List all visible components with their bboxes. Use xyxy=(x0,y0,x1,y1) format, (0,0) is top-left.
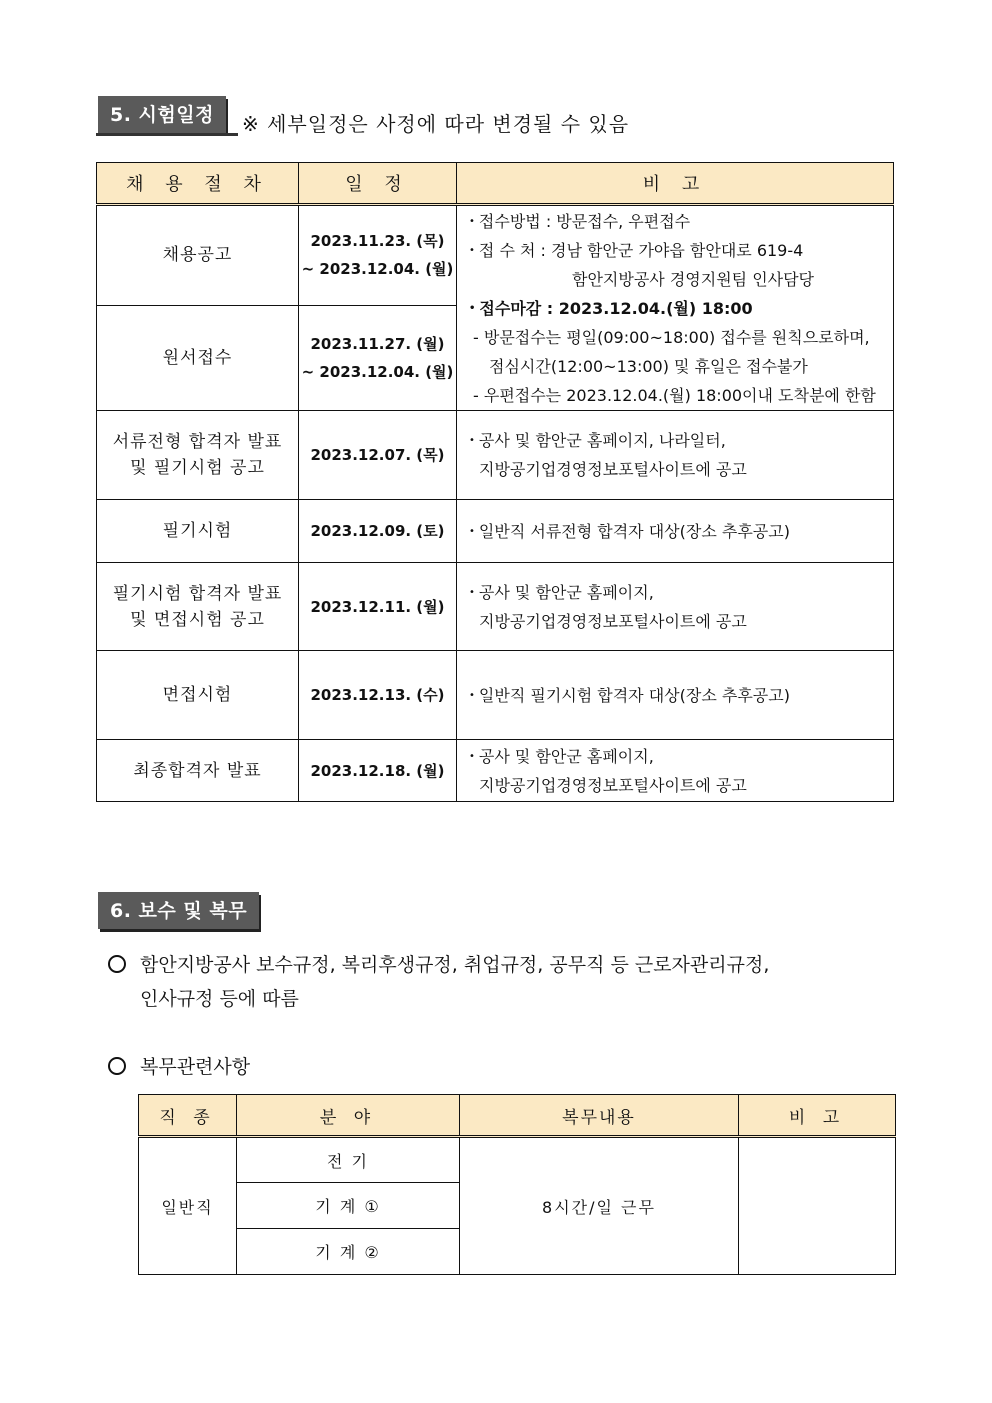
bullet-item-regulations xyxy=(108,948,898,1016)
note-line: 지방공기업경영정보포털사이트에 공고 xyxy=(479,775,747,795)
proc-application: 원서접수 xyxy=(97,305,299,410)
field-electric: 전 기 xyxy=(237,1137,460,1183)
schedule-table xyxy=(96,162,894,802)
job-type-general: 일반직 xyxy=(139,1137,237,1275)
proc-line: 필기시험 합격자 발표 xyxy=(112,583,283,604)
section-6-badge: 6. 보수 및 복무 xyxy=(98,892,259,929)
date-doc-result: 2023.12.07. (목) xyxy=(299,411,457,500)
duty-table xyxy=(138,1094,896,1275)
field-mechanical-2: 기 계 ② xyxy=(237,1229,460,1275)
proc-line: 및 면접시험 공고 xyxy=(130,609,265,630)
header-field: 분 야 xyxy=(237,1095,460,1137)
text-line: 인사규정 등에 따름 xyxy=(140,988,299,1010)
note-line: • 접수방법 : 방문접수, 우편접수 xyxy=(469,212,691,231)
header-duty: 복무내용 xyxy=(460,1095,739,1137)
header-remarks: 비 고 xyxy=(457,163,894,205)
proc-final: 최종합격자 발표 xyxy=(97,740,299,802)
date-announce xyxy=(299,205,457,306)
note-final xyxy=(457,740,894,802)
note-line: 지방공기업경영정보포털사이트에 공고 xyxy=(479,611,747,631)
proc-interview: 면접시험 xyxy=(97,651,299,740)
proc-written-result xyxy=(97,563,299,651)
header-remark: 비 고 xyxy=(739,1095,896,1137)
proc-line: 및 필기시험 공고 xyxy=(130,458,265,478)
note-written-result xyxy=(457,563,894,651)
note-doc-result xyxy=(457,411,894,500)
note-line: • 공사 및 함안군 홈페이지, xyxy=(469,746,654,766)
date-line: ~ 2023.12.04. (월) xyxy=(301,362,454,381)
circle-bullet-icon xyxy=(108,955,126,973)
note-line: • 공사 및 함안군 홈페이지, xyxy=(469,582,654,602)
header-schedule: 일 정 xyxy=(299,163,457,205)
note-written-exam: • 일반직 서류전형 합격자 대상(장소 추후공고) xyxy=(457,500,894,563)
date-application xyxy=(299,305,457,410)
date-written-exam: 2023.12.09. (토) xyxy=(299,500,457,563)
note-line: - 우편접수는 2023.12.04.(월) 18:00이내 도착분에 한함 xyxy=(473,386,876,405)
section-5-underline xyxy=(96,133,238,136)
remark-cell xyxy=(739,1137,896,1275)
note-line: 함안지방공사 경영지원팀 인사담당 xyxy=(572,270,815,289)
date-line: 2023.11.23. (목) xyxy=(310,232,445,251)
date-line: ~ 2023.12.04. (월) xyxy=(301,260,454,279)
circle-bullet-icon xyxy=(108,1057,126,1075)
note-line: - 방문접수는 평일(09:00~18:00) 접수를 원칙으로하며, xyxy=(473,328,870,347)
note-line: 지방공기업경영정보포털사이트에 공고 xyxy=(479,460,747,479)
note-line: 점심시간(12:00~13:00) 및 휴일은 접수불가 xyxy=(489,357,808,376)
date-written-result: 2023.12.11. (월) xyxy=(299,563,457,651)
note-line: • 접수마감 : 2023.12.04.(월) 18:00 xyxy=(469,299,753,318)
note-line: • 접 수 처 : 경남 함안군 가야읍 함안대로 619-4 xyxy=(469,241,804,260)
proc-line: 서류전형 합격자 발표 xyxy=(112,432,283,452)
note-application xyxy=(457,205,894,411)
date-line: 2023.11.27. (월) xyxy=(310,334,445,353)
note-line: • 공사 및 함안군 홈페이지, 나라일터, xyxy=(469,431,726,450)
header-procedure: 채 용 절 차 xyxy=(97,163,299,205)
date-interview: 2023.12.13. (수) xyxy=(299,651,457,740)
section-5-note: ※ 세부일정은 사정에 따라 변경될 수 있음 xyxy=(242,112,630,136)
date-final: 2023.12.18. (월) xyxy=(299,740,457,802)
duty-content: 8시간/일 근무 xyxy=(460,1137,739,1275)
proc-announce: 채용공고 xyxy=(97,205,299,306)
proc-written-exam: 필기시험 xyxy=(97,500,299,563)
proc-doc-result xyxy=(97,411,299,500)
note-interview: • 일반직 필기시험 합격자 대상(장소 추후공고) xyxy=(457,651,894,740)
field-mechanical-1: 기 계 ① xyxy=(237,1183,460,1229)
header-job-type: 직 종 xyxy=(139,1095,237,1137)
text-line: 함안지방공사 보수규정, 복리후생규정, 취업규정, 공무직 등 근로자관리규정, xyxy=(108,948,898,982)
bullet-item-duty: 복무관련사항 xyxy=(108,1050,250,1084)
section-5-badge: 5. 시험일정 xyxy=(98,96,226,133)
